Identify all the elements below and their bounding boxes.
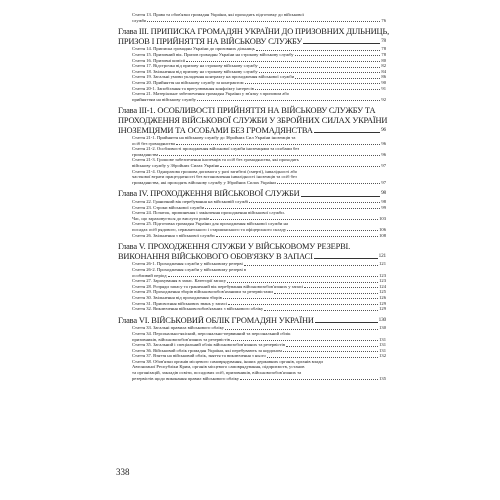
toc-entry-text: особливий період	[132, 272, 167, 278]
toc-article	[118, 135, 386, 146]
toc-page-ref: 124	[379, 283, 386, 289]
toc-page-ref: 121	[379, 261, 386, 267]
leader-dots	[159, 155, 380, 156]
toc-entry-text: Стаття 21-2. Особливості проходження військової служби іноземцями та особами без	[132, 146, 300, 152]
leader-dots	[314, 132, 380, 133]
toc-entry-text: ПРИЗОВ І ПРИЙНЯТТЯ НА ВІЙСЬКОВУ СЛУЖБУ	[118, 36, 303, 46]
leader-dots	[256, 50, 381, 51]
leader-dots	[176, 144, 380, 145]
toc-entry-text: громадянства	[132, 151, 159, 157]
toc-article	[118, 267, 386, 278]
toc-page-ref: 131	[379, 347, 386, 353]
toc-page-ref: 103	[379, 215, 386, 221]
leader-dots	[223, 298, 378, 299]
toc-article	[118, 169, 386, 186]
toc-page-ref: 76	[381, 17, 386, 23]
toc-entry-text: Стаття 16. Призовні комісії	[132, 57, 186, 63]
leader-dots	[220, 166, 380, 167]
toc-entry-text: військову службу у Збройних Силах України	[132, 163, 220, 169]
toc-page-ref: 132	[379, 353, 386, 359]
toc-entry-text: Стаття 26. Звільнення з військової служби	[132, 232, 215, 238]
leader-dots	[168, 276, 379, 277]
toc-entry-text: Стаття 23. Строки військової служби	[132, 204, 205, 210]
toc-page-ref: 86	[381, 74, 386, 80]
leader-dots	[303, 43, 380, 44]
toc-chapter	[118, 316, 386, 326]
leader-dots	[314, 258, 378, 259]
toc-page-ref: 97	[381, 163, 386, 169]
toc-entry-text: та організацій, закладів освіти, посадових осіб, призовників, військовозобов'язаних та	[132, 370, 302, 376]
toc-page-ref: 78	[381, 46, 386, 52]
toc-entry-text: Стаття 21-4. Одноразова грошова допомога у разі загибелі (смерті), інвалідності або	[132, 168, 298, 174]
leader-dots	[315, 322, 378, 323]
toc-entry-text: посадах осіб рядового, сержантського і старшинського та офіцерського складу	[132, 227, 287, 232]
toc-entry-text: Стаття 13. Права та обов'язки громадян України, які проходять підготовку до військової	[132, 12, 304, 17]
toc-page-ref: 98	[381, 190, 386, 197]
toc-entry-text: Стаття 14. Приписка громадян України до призовних дільниць	[132, 46, 255, 52]
toc-entry-text: Стаття 21-1. Прийняття на військову службу до Збройних Сил України іноземців та	[132, 135, 296, 141]
toc-entry-text: Стаття 21-3. Грошове забезпечення іноземців та осіб без громадянства, які проходять	[132, 157, 299, 163]
toc-entry-text: Глава IV. ПРОХОДЖЕННЯ ВІЙСЬКОВОЇ СЛУЖБИ	[118, 189, 300, 199]
toc-entry-text: Стаття 34. Персонально-якісний, персонально-первинний та персональний облік	[132, 330, 291, 336]
toc-entry-text: Стаття 29. Проходження зборів військовозобов'язаними та резервістами	[132, 289, 273, 295]
toc-entry-text: ІНОЗЕМЦЯМИ ТА ОСОБАМИ БЕЗ ГРОМАДЯНСТВА	[118, 125, 313, 135]
toc-page-ref: 130	[379, 325, 386, 331]
toc-entry-text: Стаття 18. Звільнення від призову на строкову військову службу	[132, 68, 258, 74]
toc-article	[118, 157, 386, 168]
table-of-contents	[118, 12, 390, 381]
toc-page-ref: 78	[381, 37, 386, 44]
leader-dots	[295, 55, 381, 56]
toc-chapter	[118, 242, 386, 261]
toc-entry-text: Глава ІІІ. ПРИПИСКА ГРОМАДЯН УКРАЇНИ ДО ПРИЗОВНИХ ДІЛЬНИЦЬ,	[118, 27, 390, 37]
toc-page-ref: 91	[381, 85, 386, 91]
toc-entry-text: ПРОХОДЖЕННЯ ВІЙСЬКОВОЇ СЛУЖБИ У ЗБРОЙНИХ СИЛАХ УКРАЇНИ	[118, 115, 388, 125]
leader-dots	[240, 379, 378, 380]
toc-page-ref: 129	[379, 306, 386, 312]
toc-article	[118, 233, 386, 239]
leader-dots	[210, 219, 378, 220]
leader-dots	[259, 72, 381, 73]
leader-dots	[267, 357, 378, 358]
toc-page-ref: 96	[381, 126, 386, 133]
leader-dots	[274, 293, 378, 294]
toc-entry-text: ВИКОНАННЯ ВІЙСЬКОВОГО ОБОВ'ЯЗКУ В ЗАПАСІ	[118, 251, 313, 261]
toc-page-ref: 90	[381, 79, 386, 85]
toc-article	[118, 331, 386, 342]
leader-dots	[286, 346, 378, 347]
toc-entry-text: резервістів щодо виконання правил військового обліку	[132, 375, 240, 381]
toc-page-ref: 92	[381, 96, 386, 102]
toc-chapter	[118, 189, 386, 199]
toc-article	[118, 306, 386, 312]
toc-page-ref: 106	[379, 227, 386, 232]
toc-page-ref: 121	[378, 252, 386, 259]
toc-chapter	[118, 27, 390, 46]
toc-entry-text: часткової втрати працездатності без встановлення інвалідності іноземців та осіб без	[132, 174, 297, 180]
toc-page-ref: 96	[381, 140, 386, 146]
toc-entry-text: Стаття 38. Обов'язки органів місцевого самоврядування, інших державних органів, органів влади	[132, 358, 323, 364]
toc-page-ref: 108	[379, 232, 386, 238]
leader-dots	[301, 196, 381, 197]
toc-entry-text: Стаття 21. Матеріальне забезпечення громадян України у зв'язку з призовом або	[132, 91, 290, 97]
toc-entry-text: Стаття 37. Взяття на військовий облік, зняття та виключення з нього	[132, 353, 266, 359]
toc-article	[118, 359, 386, 381]
leader-dots	[216, 236, 379, 237]
toc-entry-text: Стаття 35. Загальний і спеціальний облік військовозобов'язаних та резервістів	[132, 342, 286, 348]
leader-dots	[304, 287, 378, 288]
toc-article	[118, 91, 386, 102]
leader-dots	[228, 304, 378, 305]
toc-page-ref: 84	[381, 68, 386, 74]
leader-dots	[249, 202, 380, 203]
toc-page-ref: 131	[379, 342, 386, 348]
toc-entry-text: Стаття 32. Виключення військовозобов'язаних з військового обліку	[132, 306, 264, 312]
toc-entry-text: Стаття 17. Відстрочка від призову на строкову військову службу	[132, 63, 258, 69]
toc-page-ref: 98	[381, 199, 386, 205]
toc-page-ref: 96	[381, 151, 386, 157]
toc-entry-text: служби	[132, 17, 147, 23]
page-number: 338	[116, 467, 130, 477]
toc-entry-text: Стаття 27. Зарахування в запас. Категорії запасу	[132, 278, 227, 284]
toc-page-ref: 97	[381, 179, 386, 185]
toc-entry-text: Стаття 19. Загальні умови укладення контракту на проходження військової служби	[132, 74, 295, 80]
toc-entry-text: Час, що зараховується до вислуги років	[132, 215, 210, 221]
toc-article	[118, 12, 386, 23]
toc-page-ref: 78	[381, 51, 386, 57]
toc-entry-text: Стаття 30. Звільнення від проходження зборів	[132, 294, 222, 300]
toc-entry-text: прийняттям на військову службу	[132, 96, 196, 102]
leader-dots	[295, 78, 380, 79]
toc-entry-text: Стаття 36. Військовий облік громадян України, які перебувають за кордоном	[132, 347, 282, 353]
toc-entry-text: Глава VI. ВІЙСЬКОВИЙ ОБЛІК ГРОМАДЯН УКРАЇНИ	[118, 315, 314, 325]
toc-chapter	[118, 106, 386, 135]
leader-dots	[225, 329, 378, 330]
toc-page-ref: 80	[381, 57, 386, 63]
toc-page-ref: 123	[379, 272, 386, 278]
toc-entry-text: Стаття 31. Присвоєння військових звань у запасі	[132, 300, 227, 306]
toc-entry-text: Стаття 24. Початок, припинення і закінчення проходження військової служби.	[132, 210, 285, 216]
toc-article	[118, 146, 386, 157]
leader-dots	[287, 230, 378, 231]
leader-dots	[283, 351, 378, 352]
toc-entry-text: призовників, військовозобов'язаних та резервістів	[132, 336, 230, 342]
toc-page-ref: 131	[379, 336, 386, 342]
toc-entry-text: Стаття 20-1. Запобігання та врегулювання конфлікту інтересів	[132, 85, 254, 91]
leader-dots	[205, 208, 380, 209]
toc-page-ref: 129	[379, 300, 386, 306]
toc-entry-text: Стаття 33. Загальні правила військового обліку	[132, 325, 225, 331]
toc-entry-text: Стаття 20. Прийняття на військову службу за контрактом	[132, 79, 244, 85]
toc-page-ref: 125	[379, 289, 386, 295]
toc-page-ref: 82	[381, 63, 386, 69]
leader-dots	[255, 89, 380, 90]
toc-entry-text: Стаття 25. Підготовка громадян України для проходження військової служби на	[132, 221, 289, 227]
toc-page-ref: 123	[379, 278, 386, 284]
leader-dots	[231, 340, 378, 341]
toc-entry-text: осіб без громадянства	[132, 140, 175, 146]
toc-page-ref: 126	[379, 294, 386, 300]
toc-entry-text: Автономної Республіки Крим, органів місцевого самоврядування, підприємств, установ	[132, 364, 305, 370]
toc-article	[118, 221, 386, 232]
leader-dots	[245, 83, 381, 84]
toc-entry-text: Стаття 26-1. Проходження служби у військовому резерві	[132, 261, 243, 267]
toc-entry-text: Стаття 15. Призовний вік. Призов громадян України на строкову військову службу	[132, 51, 294, 57]
leader-dots	[264, 310, 378, 311]
toc-page-ref: 99	[381, 204, 386, 210]
leader-dots	[259, 67, 381, 68]
leader-dots	[197, 100, 380, 101]
toc-entry-text: Глава V. ПРОХОДЖЕННЯ СЛУЖБИ У ВІЙСЬКОВОМУ РЕЗЕРВІ.	[118, 242, 351, 252]
toc-page-ref: 130	[378, 316, 386, 323]
leader-dots	[186, 61, 380, 62]
leader-dots	[277, 183, 381, 184]
toc-entry-text: громадянства, які проходять військову службу у Збройних Силах України	[132, 179, 276, 185]
leader-dots	[244, 265, 378, 266]
leader-dots	[227, 282, 378, 283]
leader-dots	[147, 21, 380, 22]
toc-page-ref: 135	[379, 375, 386, 381]
toc-entry-text: Стаття 28. Розряди запасу та граничний вік перебування військовозобов'язаних у запасі	[132, 283, 304, 289]
toc-entry-text: Стаття 22. Граничний вік перебування на військовій службі	[132, 199, 249, 205]
toc-entry-text: Глава ІІІ-1. ОСОБЛИВОСТІ ПРИЙНЯТТЯ НА ВІЙСЬКОВУ СЛУЖБУ ТА	[118, 106, 376, 116]
toc-entry-text: Стаття 26-2. Проходження служби у військовому резерві в	[132, 266, 247, 272]
